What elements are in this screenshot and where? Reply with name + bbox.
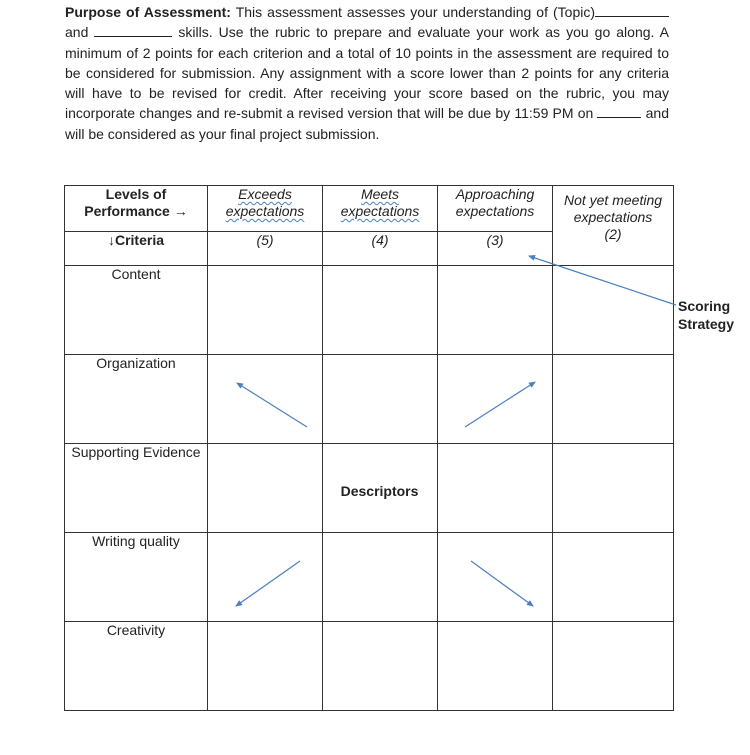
rubric-cell: [208, 533, 323, 622]
table-row: [65, 266, 674, 355]
level-meets-label: Meets expectations: [323, 186, 438, 232]
level-approaching-score: (3): [438, 232, 553, 266]
levels-header-row: [65, 186, 674, 232]
purpose-text-3: and will be considered as your final project submission.: [65, 105, 669, 142]
levels-of-performance-cell: Levels of Performance →: [65, 186, 208, 232]
criteria-header-cell: ↓Criteria: [65, 232, 208, 266]
level-approaching-label: Approaching expectations: [438, 186, 553, 232]
rubric-cell: [438, 266, 553, 355]
skills-blank[interactable]: [94, 24, 172, 37]
criterion-content: Content: [65, 266, 208, 355]
rubric-cell: [553, 533, 674, 622]
rubric-cell: [208, 355, 323, 444]
rubric-table: [64, 185, 674, 711]
descriptors-label: Descriptors: [340, 483, 419, 499]
rubric-cell: [208, 444, 323, 533]
and-word: and: [65, 24, 95, 41]
rubric-cell: [553, 355, 674, 444]
rubric-cell: [438, 533, 553, 622]
purpose-text-2: skills. Use the rubric to prepare and evaluate your work as you go along. A minimum of 2 points for each criterion and a total of 10 points in the assessment are required to be considered for submission. Any assignment with a score lower than 2 points for any criteria will have to be revised for credit. After receiving your score based on the rubric, you may incorporate changes and re-submit a revised version that will be due by 11:59 PM on: [65, 24, 669, 122]
rubric-cell: [553, 444, 674, 533]
rubric-cell: [208, 622, 323, 711]
scoring-line-1: Scoring: [678, 298, 731, 314]
rubric-cell: [553, 622, 674, 711]
level-exceeds-score: (5): [208, 232, 323, 266]
scoring-line-2: Strategy: [678, 316, 735, 332]
rubric-cell: [323, 533, 438, 622]
criterion-supporting-evidence: Supporting Evidence: [65, 444, 208, 533]
criterion-organization: Organization: [65, 355, 208, 444]
level-not-yet-score: (2): [604, 226, 622, 242]
topic-blank[interactable]: [595, 4, 669, 17]
assessment-purpose-paragraph: [65, 2, 669, 144]
level-not-yet-cell: [553, 186, 674, 266]
level-not-yet-label: Not yet meeting expectations: [563, 192, 663, 225]
rubric-cell: [323, 355, 438, 444]
purpose-text-1: This assessment assesses your understanding of (Topic): [230, 4, 596, 20]
rubric-cell: [208, 266, 323, 355]
rubric-cell: [553, 266, 674, 355]
rubric-cell: [438, 444, 553, 533]
purpose-heading: Purpose of Assessment:: [65, 4, 231, 20]
level-exceeds-label: Exceeds expectations: [208, 186, 323, 232]
date-blank[interactable]: [597, 105, 641, 118]
rubric-cell: [438, 622, 553, 711]
rubric-cell: [438, 355, 553, 444]
table-row: [65, 355, 674, 444]
rubric-cell: [323, 266, 438, 355]
rubric-cell: [323, 622, 438, 711]
level-meets-score: (4): [323, 232, 438, 266]
criterion-creativity: Creativity: [65, 622, 208, 711]
criterion-writing-quality: Writing quality: [65, 533, 208, 622]
table-row: [65, 622, 674, 711]
table-row: [65, 533, 674, 622]
scoring-strategy-label: [678, 297, 734, 333]
